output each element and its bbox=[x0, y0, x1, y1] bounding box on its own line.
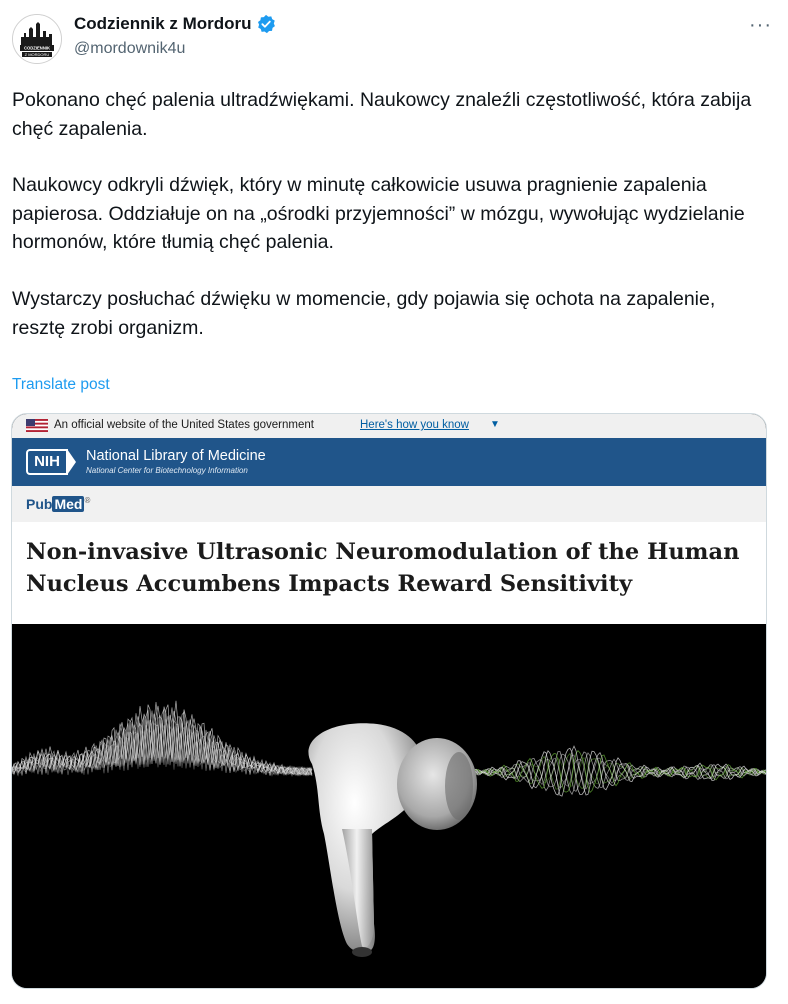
avatar[interactable] bbox=[12, 14, 62, 64]
us-flag-icon bbox=[26, 419, 48, 432]
display-name[interactable]: Codziennik z Mordoru bbox=[74, 14, 252, 33]
pubmed-logo bbox=[26, 496, 90, 512]
more-options-icon[interactable]: ··· bbox=[749, 14, 772, 36]
wave-strand-right bbox=[462, 752, 766, 795]
media-image[interactable] bbox=[11, 413, 767, 989]
article-title: Non-invasive Ultrasonic Neuromodulation of the Human Nucleus Accumbens Impacts Reward Sensitivity bbox=[26, 539, 740, 597]
wave-strand-right bbox=[462, 753, 766, 792]
pubmed-bar bbox=[12, 486, 766, 522]
chevron-down-icon: ▼ bbox=[490, 419, 500, 430]
hero-image bbox=[12, 624, 766, 988]
post-paragraph: Naukowcy odkryli dźwięk, który w minutę całkowicie usuwa pragnienie zapalenia papierosa. Oddziałuje on na „ośrodki przyjemności” w mózgu, wywołując wydzielanie hormonów, które tłumią chęć palenia. bbox=[12, 174, 751, 254]
gov-banner-link: Here's how you know bbox=[360, 419, 469, 431]
name-row bbox=[74, 14, 276, 34]
translate-post-link[interactable]: Translate post bbox=[12, 376, 110, 393]
avatar-logo-icon bbox=[13, 15, 61, 63]
post-header bbox=[12, 10, 776, 70]
article-title-area bbox=[12, 522, 766, 624]
post-text bbox=[12, 86, 772, 342]
nlm-header bbox=[12, 438, 766, 486]
wave-strand-left bbox=[12, 702, 312, 775]
sound-wave-right-icon bbox=[462, 746, 766, 796]
pubmed-med: Med bbox=[54, 496, 83, 512]
gov-banner-text: An official website of the United States government bbox=[54, 419, 314, 431]
nih-logo-arrow-icon bbox=[67, 449, 76, 475]
gov-banner bbox=[12, 414, 766, 438]
pubmed-reg: ® bbox=[84, 496, 91, 505]
earbud-icon bbox=[308, 723, 477, 957]
avatar-text-bottom: Z MORDORU bbox=[24, 52, 50, 57]
avatar-text-top: CODZIENNIK bbox=[23, 45, 51, 51]
handle[interactable]: @mordownik4u bbox=[74, 40, 186, 57]
pubmed-pub: Pub bbox=[26, 496, 53, 512]
nlm-subtitle: National Center for Biotechnology Information bbox=[86, 466, 248, 475]
sound-wave-earbud-illustration bbox=[12, 624, 766, 988]
verified-badge-icon[interactable] bbox=[256, 14, 276, 34]
sound-wave-left-icon bbox=[12, 701, 312, 776]
nih-logo: NIH bbox=[26, 449, 68, 475]
post-paragraph: Pokonano chęć palenia ultradźwiękami. Naukowcy znaleźli częstotliwość, która zabija chęć zapalenia. bbox=[12, 89, 757, 140]
post-paragraph: Wystarczy posłuchać dźwięku w momencie, gdy pojawia się ochota na zapalenie, resztę zrobi organizm. bbox=[12, 287, 727, 339]
nlm-title: National Library of Medicine bbox=[86, 448, 266, 464]
